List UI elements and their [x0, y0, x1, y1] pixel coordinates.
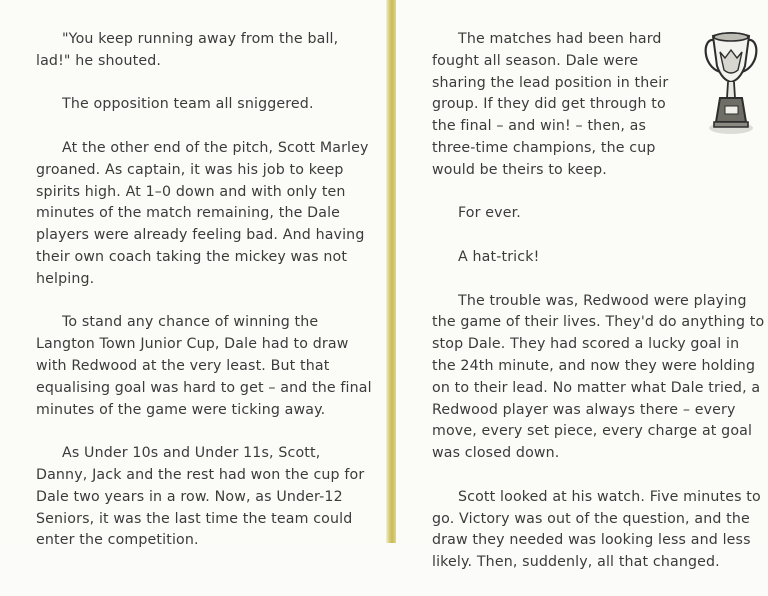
trophy-cup-icon [700, 26, 762, 136]
paragraph: As Under 10s and Under 11s, Scott, Danny, Jack and the rest had won the cup for Dale two years in a row. Now, as Under-12 Seniors, it was the last time the team could enter the competition. [36, 445, 365, 549]
right-page [396, 0, 768, 571]
paragraph: The matches had been hard fought all season. Dale were sharing the lead position in their group. If they did get through to the final – and win! – then, as three-time champions, the cup would be theirs to keep. [432, 31, 669, 178]
paragraph: Scott looked at his watch. Five minutes to go. Victory was out of the question, and the draw they needed was looking less and less likely. Then, suddenly, all that changed. [432, 488, 761, 571]
paragraph: The trouble was, Redwood were playing the game of their lives. They'd do anything to stop Dale. They had scored a lucky goal in the 24th minute, and now they were holding on to their lead. No matter what Dale tried, a Redwood player was always there – every move, every set piece, every charge at goal was closed down. [432, 292, 765, 462]
left-page [0, 0, 388, 549]
left-page-text [36, 29, 376, 574]
paragraph: A hat-trick! [458, 248, 540, 265]
paragraph: For ever. [458, 205, 521, 222]
paragraph: To stand any chance of winning the Langton Town Junior Cup, Dale had to draw with Redwood at the very least. But that equalising goal was hard to get – and the final minutes of the game were ticking away. [36, 314, 372, 418]
paragraph: "You keep running away from the ball, lad!" he shouted. [36, 31, 339, 69]
paragraph: At the other end of the pitch, Scott Marley groaned. As captain, it was his job to keep spirits high. At 1–0 down and with only ten minutes of the match remaining, the Dale players were already feeling bad. And having their own coach taking the mickey was not helping. [36, 139, 369, 287]
paragraph: The opposition team all sniggered. [62, 96, 314, 113]
